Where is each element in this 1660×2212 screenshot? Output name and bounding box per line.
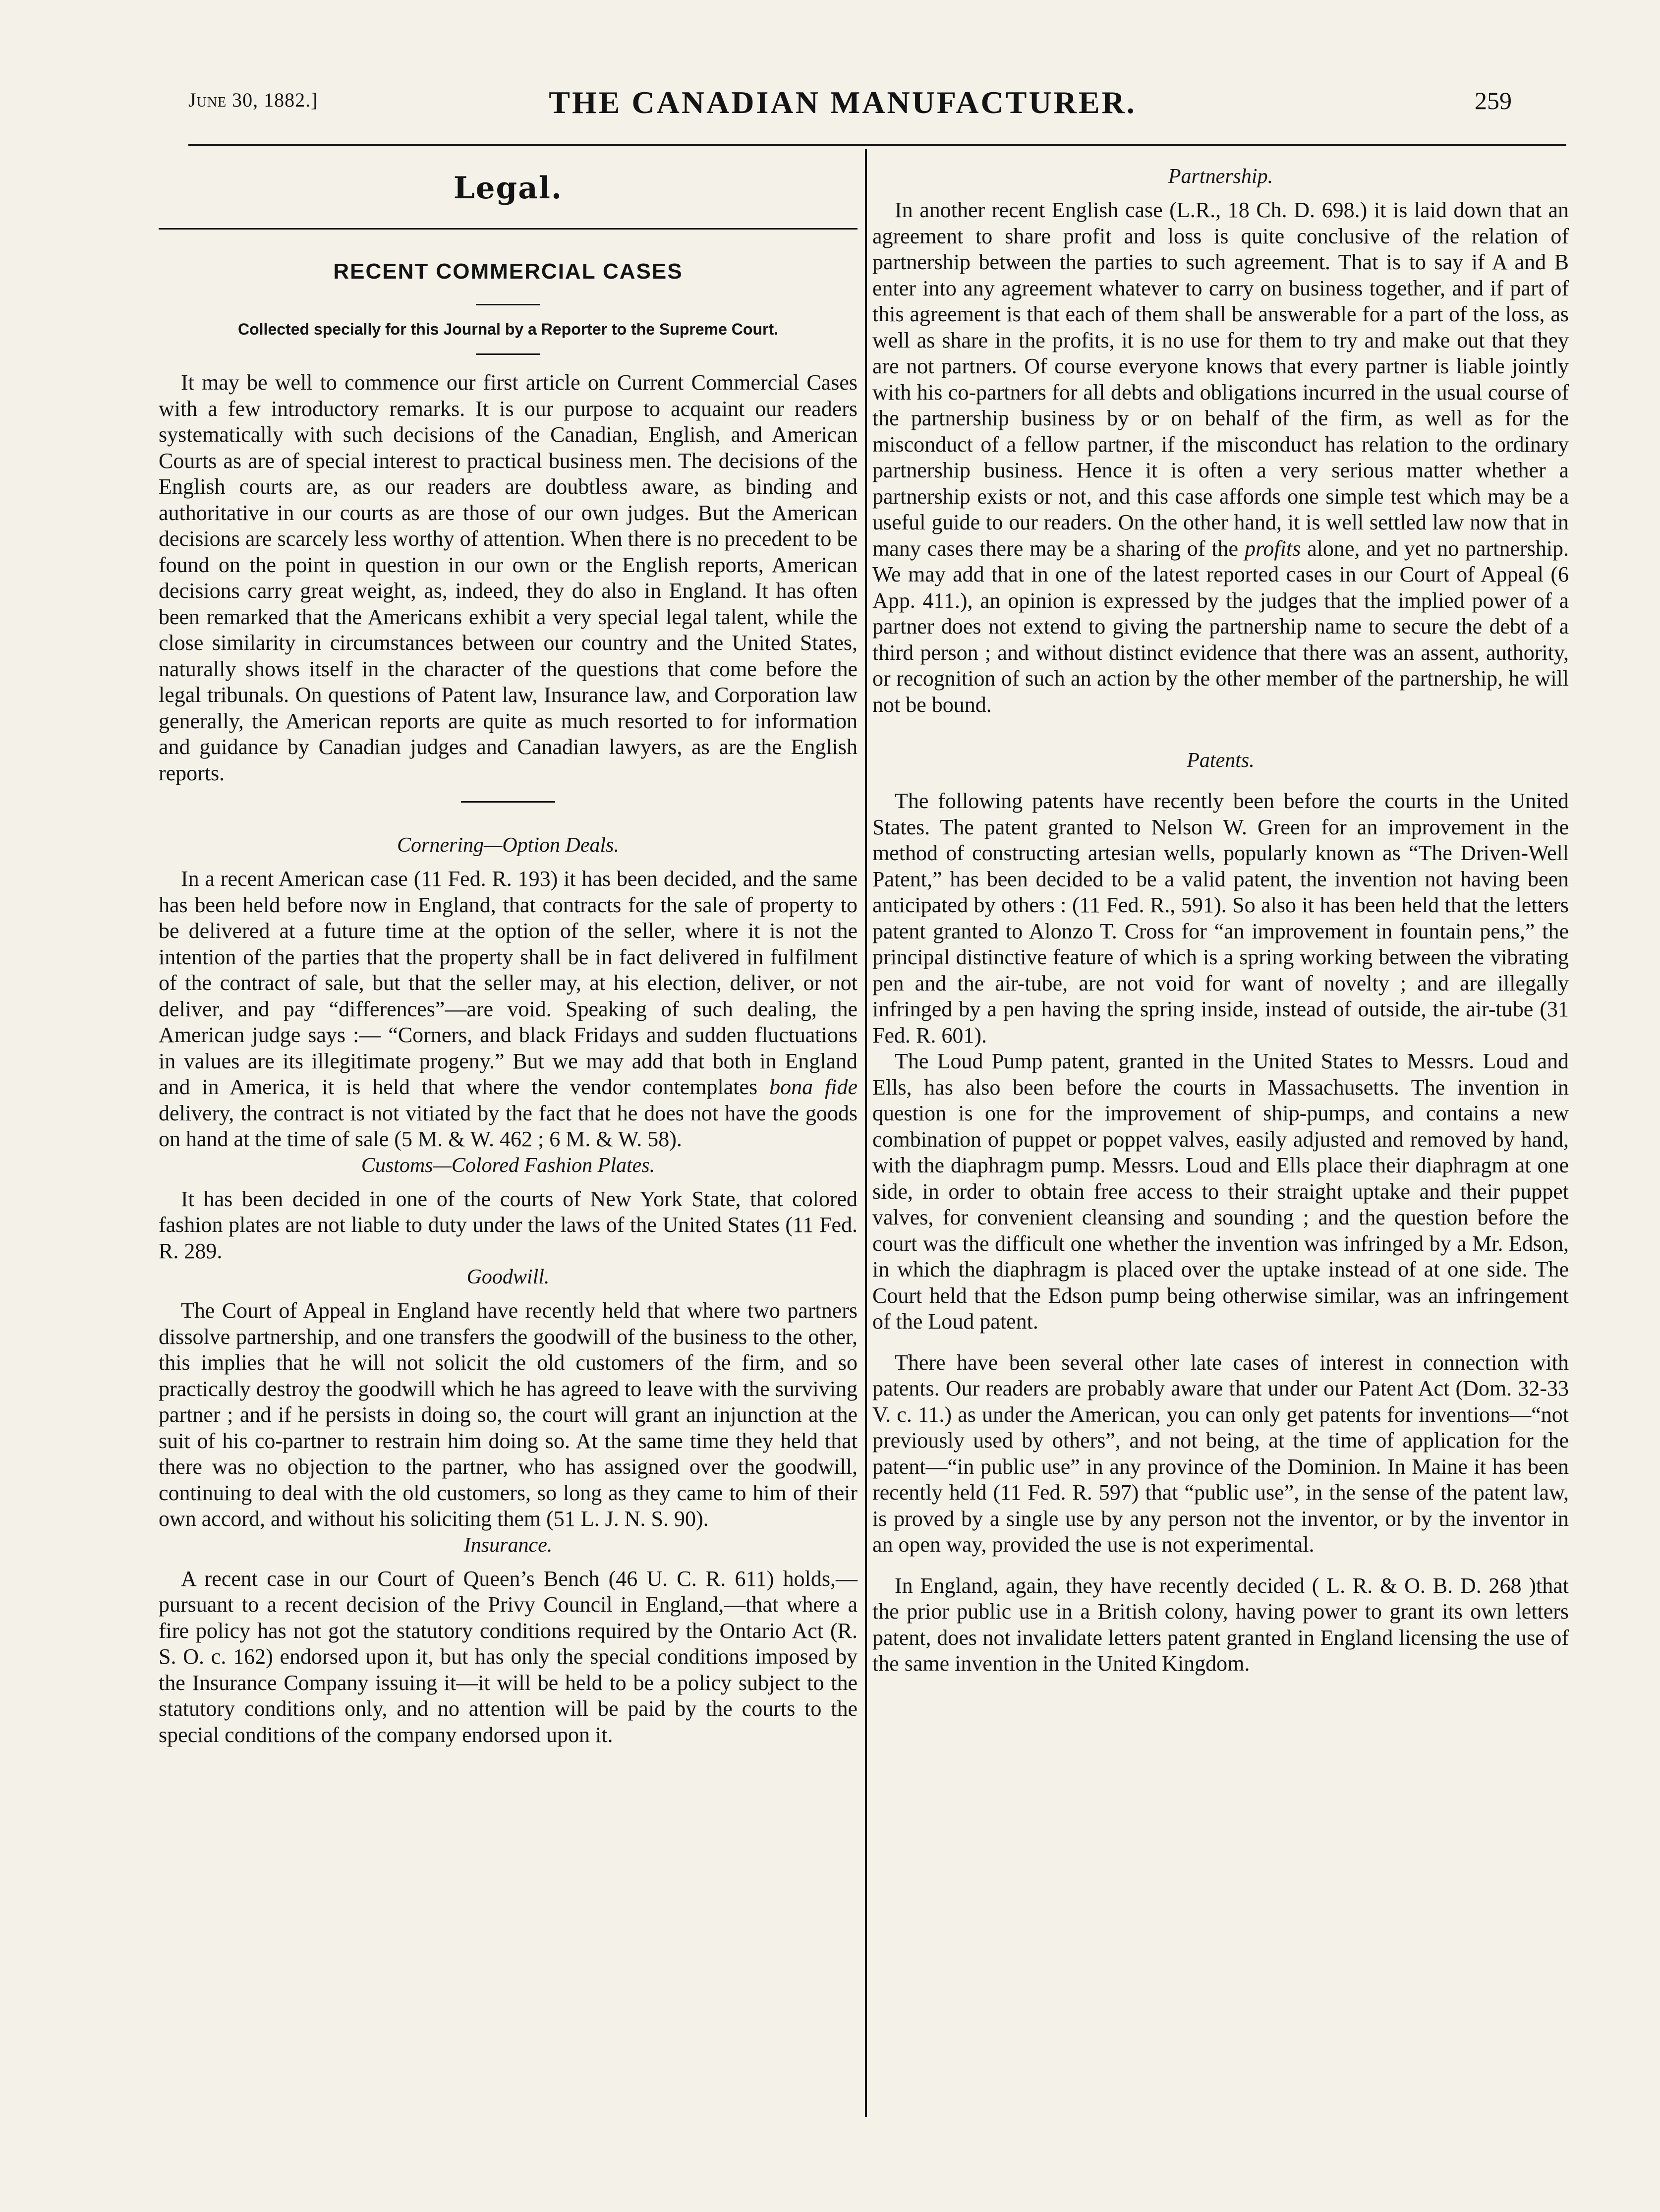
goodwill-paragraph: The Court of Appeal in England have recently held that where two partners dissolve partnership, and one transfers the goodwill of the business to the other, this implies that he will not solicit the old customers of the firm, and so practically destroy the goodwill which he has agreed to leave with the surviving partner ; and if he persists in doing so, the court will grant an injunction at the suit of his co-partner to restrain him doing so. At the same time they held that there was no objection to the partner, who has assigned over the goodwill, continuing to deal with the old customers, so long as they came to him of their own accord, and without his soliciting them (51 L. J. N. S. 90).: [159, 1298, 858, 1531]
customs-heading: Customs—Colored Fashion Plates.: [361, 1154, 655, 1177]
cornering-paragraph: In a recent American case (11 Fed. R. 193) it has been decided, and the same has been held before now in England, that contracts for the sale of property to be delivered at a future time at the option of the seller, where it is not the intention of the parties that the property shall be in fact delivered in fulfilment of the contract of sale, but that the seller may, at his election, deliver, or not deliver, and pay “differences”—are void. Speaking of such dealing, the American judge says :— “Corners, and black Fridays and sudden fluctuations in values are its illegitimate progeny.” But we may add that both in England and in America, it is held that where the vendor contemplates bona fide delivery, the contract is not vitiated by the fact that he does not have the goods on hand at the time of sale (5 M. & W. 462 ; 6 M. & W. 58).: [159, 867, 858, 1151]
issue-date: June 30, 1882.]: [188, 89, 318, 111]
goodwill-heading: Goodwill.: [466, 1266, 550, 1288]
partnership-paragraph: In another recent English case (L.R., 18 Ch. D. 698.) it is laid down that an agreement to share profit and loss is quite conclusive of the relation of partnership between the parties to such agreement. That is to say if A and B enter into any agreement whatever to carry on business together, and if part of this agreement is that each of them shall be answerable for a part of the loss, as well as share in the profits, it is no use for them to try and make out that they are not partners. Of course everyone knows that every partner is liable jointly with his co-partners for all debts and obligations incurred in the usual course of the partnership business by or on behalf of the firm, as well as for the misconduct of a fellow partner, if the misconduct has relation to the ordinary partnership business. Hence it is often a very serious matter whether a partnership exists or not, and this case affords one simple test which may be a useful guide to our readers. On the other hand, it is well settled law now that in many cases there may be a sharing of the profits alone, and yet no partnership. We may add that in one of the latest reported cases in our Court of Appeal (6 App. 411.), an opinion is expressed by the judges that the implied power of a partner does not extend to giving the partnership name to secure the debt of a third person ; and without distinct evidence that there was an assent, authority, or recognition of such an action by the other member of the partnership, he will not be bound.: [872, 198, 1569, 717]
patents-paragraph-1: The following patents have recently been before the courts in the United States. The patent granted to Nelson W. Green for an improvement in the method of constructing artesian wells, popularly known as “The Driven-Well Patent,” has been decided to be a valid patent, the invention not having been anticipated by others : (11 Fed. R., 591). So also it has been held that the letters patent granted to Alonzo T. Cross for “an improvement in fountain pens,” the principal distinctive feature of which is a spring working between the vibrating pen and the air-tube, are not void for want of novelty ; and are illegally infringed by a pen having the spring inside, instead of outside, the air-tube (31 Fed. R. 601).: [872, 789, 1569, 1048]
header-rule: [188, 144, 1566, 146]
partnership-heading: Partnership.: [1168, 165, 1273, 188]
patents-heading: Patents.: [1187, 749, 1255, 772]
customs-paragraph: It has been decided in one of the courts of New York State, that colored fashion plates are not liable to duty under the laws of the United States (11 Fed. R. 289.: [159, 1186, 858, 1263]
insurance-heading: Insurance.: [463, 1533, 553, 1557]
publication-title: THE CANADIAN MANUFACTURER.: [549, 85, 1137, 120]
article-title: RECENT COMMERCIAL CASES: [333, 259, 683, 284]
title-rule: [476, 304, 540, 305]
patents-paragraph-4: In England, again, they have recently decided ( L. R. & O. B. D. 268 )that the prior public use in a British colony, having power to grant its own letters patent, does not invalidate letters patent granted in England licensing the use of the same invention in the United Kingdom.: [872, 1573, 1569, 1676]
cornering-heading: Cornering—Option Deals.: [397, 834, 619, 857]
left-column: [159, 149, 858, 1748]
page-number: 259: [1475, 87, 1512, 115]
byline: Collected specially for this Journal by a Reporter to the Supreme Court.: [238, 320, 778, 338]
intro-paragraph: It may be well to commence our first article on Current Commercial Cases with a few introductory remarks. It is our purpose to acquaint our readers systematically with such decisions of the Canadian, English, and American Courts as are of special interest to practical business men. The decisions of the English courts are, as our readers are doubtless aware, as binding and authoritative in our courts as are those of our own judges. But the American decisions are scarcely less worthy of attention. When there is no precedent to be found on the point in question in our own or the English reports, American decisions carry great weight, as, indeed, they do also in England. It has often been remarked that the Americans exhibit a very special legal talent, while the close similarity in circumstances between our country and the United States, naturally shows itself in the character of the questions that come before the legal tribunals. On questions of Patent law, Insurance law, and Corporation law generally, the American reports are quite as much resorted to for information and guidance by Canadian judges and Canadian lawyers, as are the English reports.: [159, 370, 858, 785]
column-divider: [865, 149, 867, 2117]
patents-paragraph-2: The Loud Pump patent, granted in the United States to Messrs. Loud and Ells, has also been before the courts in Massachusetts. The invention in question is one for the improvement of ship-pumps, and contains a new combination of puppet or poppet valves, easily adjusted and removed by hand, with the diaphragm pump. Messrs. Loud and Ells place their diaphragm at one side, in order to obtain free access to their straight uptake and their puppet valves, for convenient cleansing and sounding ; and the question before the court was the difficult one whether the invention was infringed by a Mr. Edson, in which the diaphragm is placed over the uptake instead of at one side. The Court held that the Edson pump being otherwise similar, was an infringement of the Loud patent.: [872, 1049, 1569, 1334]
insurance-paragraph: A recent case in our Court of Queen’s Bench (46 U. C. R. 611) holds,—pursuant to a recent decision of the Privy Council in England,—that where a fire policy has not got the statutory conditions required by the Ontario Act (R. S. O. c. 162) endorsed upon it, but has only the special conditions imposed by the Insurance Company issuing it—it will be held to be a policy subject to the statutory conditions only, and no attention will be paid by the courts to the special conditions of the company endorsed upon it.: [159, 1566, 858, 1747]
running-head: [188, 84, 1527, 124]
patents-paragraph-3: There have been several other late cases of interest in connection with patents. Our readers are probably aware that under our Patent Act (Dom. 32-33 V. c. 11.) as under the American, you can only get patents for inventions—“not previously used by others”, and not being, at the time of application for the patent—“in public use” in any province of the Dominion. In Maine it has been recently held (11 Fed. R. 597) that “public use”, in the sense of the patent law, is proved by a single use by any person not the inventor, or by the inventor in an open way, provided the use is not experimental.: [872, 1350, 1569, 1557]
section-rule: [159, 228, 858, 230]
right-column: [872, 149, 1569, 1677]
section-title: Legal.: [453, 171, 563, 206]
